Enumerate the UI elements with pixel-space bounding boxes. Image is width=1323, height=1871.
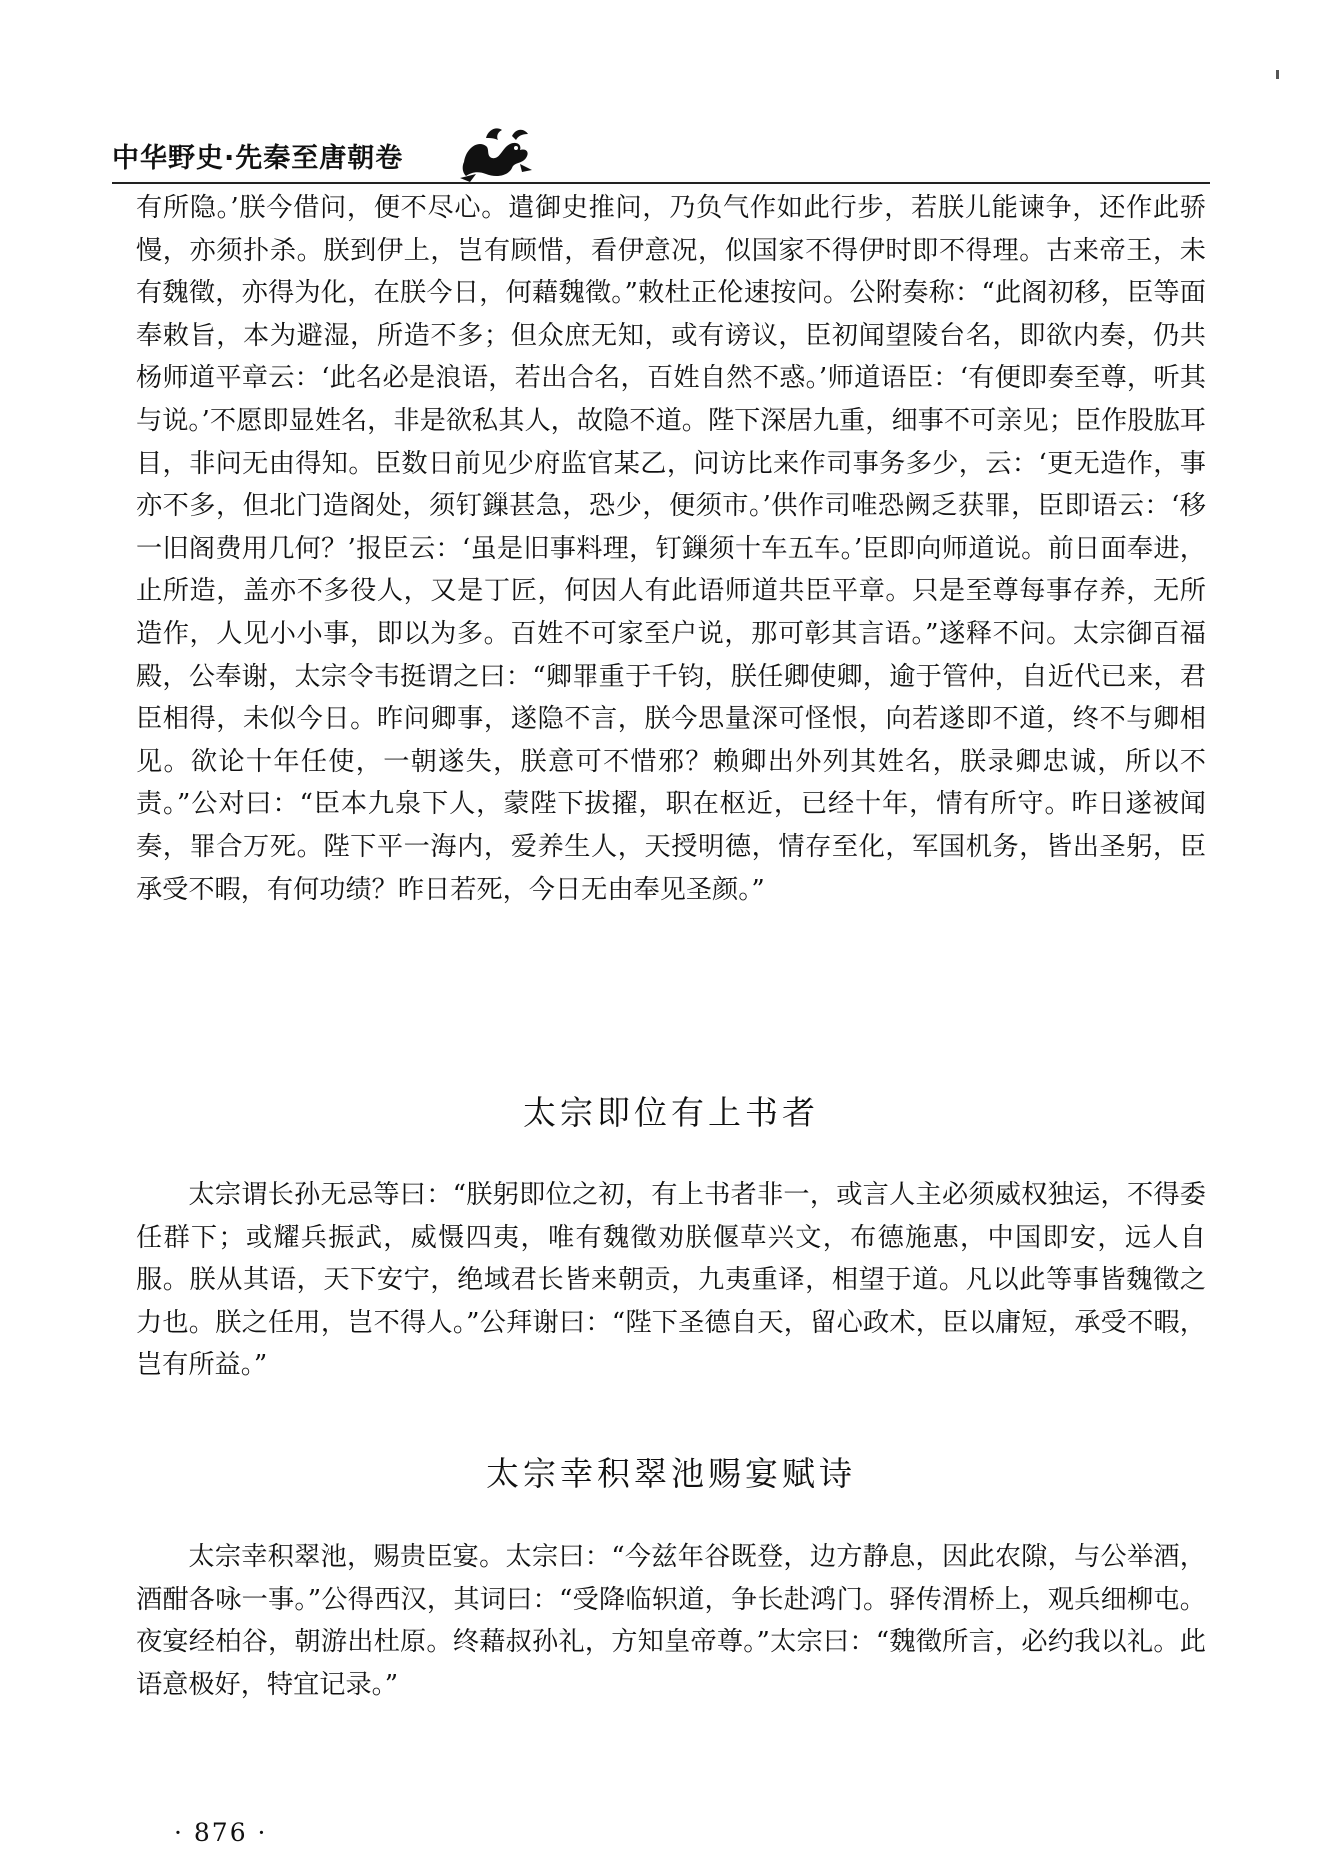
section-heading: 太宗幸积翠池赐宴赋诗 <box>486 1454 856 1493</box>
dragon-emblem-icon <box>456 118 536 184</box>
book-title: 中华野史·先秦至唐朝卷 <box>112 143 404 174</box>
header-rule <box>112 182 1210 184</box>
paragraph: 太宗幸积翠池，赐贵臣宴。太宗曰：“今兹年谷既登，边方静息，因此农隙，与公举酒，酒酣各咏一事。”公得西汉，其词曰：“受降临轵道，争长赴鸿门。驿传渭桥上，观兵细柳屯。夜宴经柏谷，朝游出杜原。终藉叔孙礼，方知皇帝尊。”太宗曰：“魏徵所言，必约我以礼。此语意极好，特宜记录。” <box>136 1542 1206 1700</box>
section-heading: 太宗即位有上书者 <box>523 1093 819 1132</box>
section-body <box>136 1174 1206 1387</box>
running-header <box>112 128 1212 188</box>
body-text-continuation <box>136 187 1206 911</box>
page-number: · 876 · <box>174 1818 268 1847</box>
paragraph: 太宗谓长孙无忌等曰：“朕躬即位之初，有上书者非一，或言人主必须威权独运，不得委任群下；或耀兵振武，威慑四夷，唯有魏徵劝朕偃草兴文，布德施惠，中国即安，远人自服。朕从其语，天下安宁，绝域君长皆来朝贡，九夷重译，相望于道。凡以此等事皆魏徵之力也。朕之任用，岂不得人。”公拜谢曰：“陛下圣德自天，留心政术，臣以庸短，承受不暇，岂有所益。” <box>136 1180 1206 1381</box>
scan-mark <box>1276 70 1279 79</box>
paragraph: 有所隐。’朕今借问，便不尽心。遣御史推问，乃负气作如此行步，若朕儿能谏争，还作此骄慢，亦须扑杀。朕到伊上，岂有顾惜，看伊意况，似国家不得伊时即不得理。古来帝王，未有魏徵，亦得为化，在朕今日，何藉魏徵。”敕杜正伦速按问。公附奏称：“此阁初移，臣等面奉敕旨，本为避湿，所造不多；但众庶无知，或有谤议，臣初闻望陵台名，即欲内奏，仍共杨师道平章云：‘此名必是浪语，若出合名，百姓自然不惑。’师道语臣：‘有便即奏至尊，听其与说。’不愿即显姓名，非是欲私其人，故隐不道。陛下深居九重，细事不可亲见；臣作股肱耳目，非问无由得知。臣数日前见少府监官某乙，问访比来作司事务多少，云：‘更无造作，事亦不多，但北门造阁处，须钉鏁甚急，恐少，便须市。’供作司唯恐阙乏获罪，臣即语云：‘移一旧阁费用几何？’报臣云：‘虽是旧事料理，钉鏁须十车五车。’臣即向师道说。前日面奉进，止所造，盖亦不多役人，又是丁匠，何因人有此语师道共臣平章。只是至尊每事存养，无所造作，人见小小事，即以为多。百姓不可家至户说，那可彰其言语。”遂释不问。太宗御百福殿，公奉谢，太宗令韦挺谓之曰：“卿罪重于千钧，朕任卿使卿，逾于管仲，自近代已来，君臣相得，未似今日。昨问卿事，遂隐不言，朕今思量深可怪恨，向若遂即不道，终不与卿相见。欲论十年任使，一朝遂失，朕意可不惜邪？赖卿出外列其姓名，朕录卿忠诚，所以不责。”公对曰：“臣本九泉下人，蒙陛下拔擢，职在枢近，已经十年，情有所守。昨日遂被闻奏，罪合万死。陛下平一海内，爱养生人，天授明德，情存至化，军国机务，皆出圣躬，臣承受不暇，有何功绩？昨日若死，今日无由奉见圣颜。” <box>136 193 1206 905</box>
section-body <box>136 1536 1206 1706</box>
